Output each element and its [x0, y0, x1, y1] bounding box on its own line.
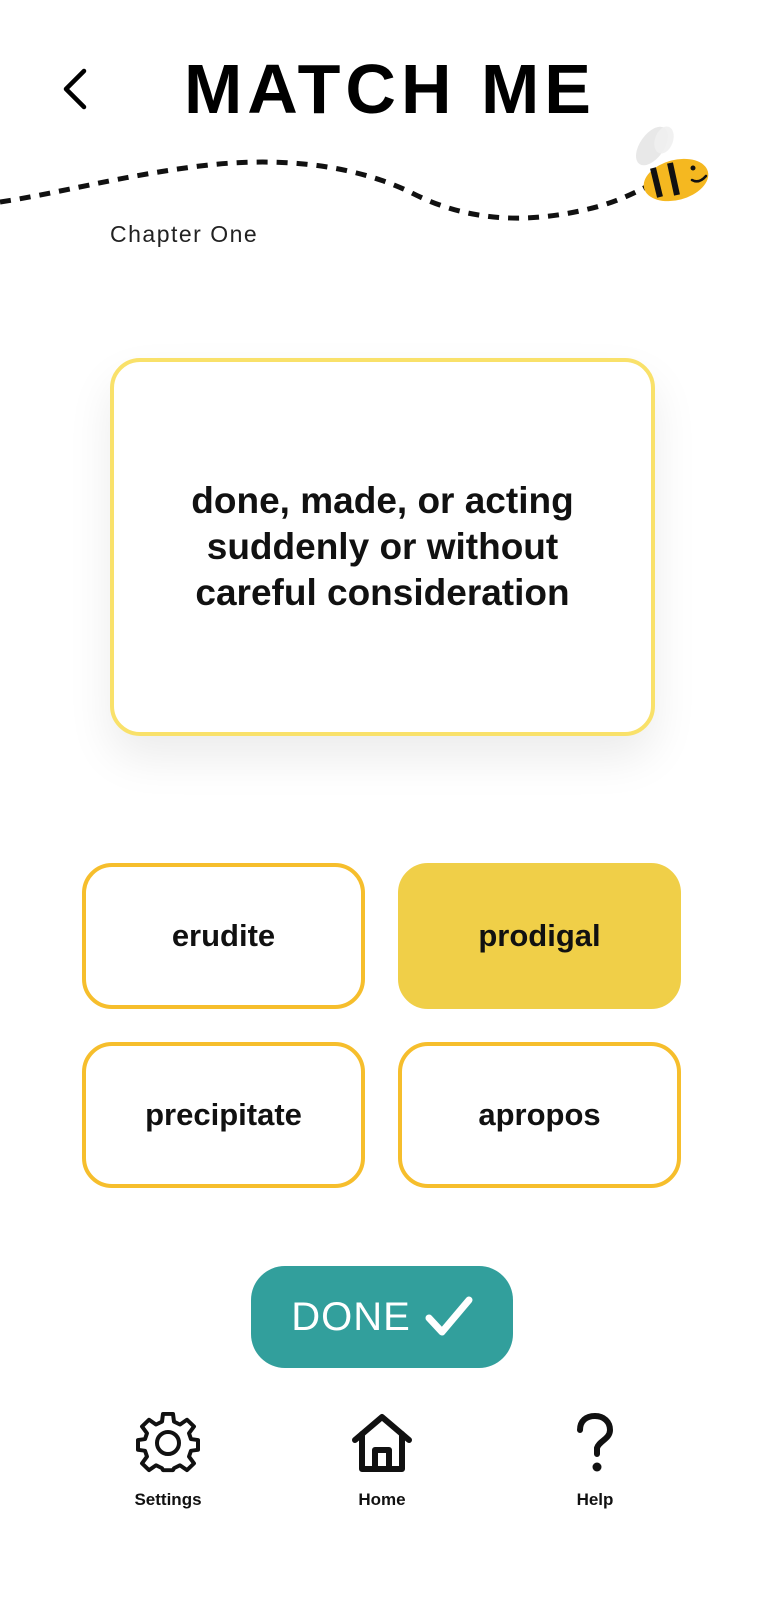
chapter-label: Chapter One — [110, 221, 259, 247]
option-precipitate[interactable]: precipitate — [82, 1042, 365, 1188]
bee-icon — [630, 121, 714, 208]
page-title: MATCH ME — [184, 50, 596, 128]
done-button-label: DONE — [291, 1294, 411, 1339]
option-apropos[interactable]: apropos — [398, 1042, 681, 1188]
gear-icon — [136, 1411, 200, 1475]
home-icon — [351, 1412, 413, 1474]
checkmark-icon — [425, 1296, 473, 1338]
nav-home-label: Home — [358, 1490, 406, 1509]
question-mark-icon — [573, 1412, 617, 1474]
nav-settings-label: Settings — [134, 1490, 202, 1509]
definition-text: done, made, or acting suddenly or without careful consideration — [191, 480, 574, 613]
nav-help[interactable] — [525, 1408, 665, 1518]
option-prodigal[interactable]: prodigal — [398, 863, 681, 1009]
definition-card — [110, 358, 655, 736]
nav-settings[interactable] — [98, 1408, 238, 1518]
nav-home[interactable] — [312, 1408, 452, 1518]
nav-help-label: Help — [576, 1490, 614, 1509]
done-button[interactable] — [251, 1266, 513, 1368]
option-erudite[interactable]: erudite — [82, 863, 365, 1009]
flight-path-decoration — [0, 115, 780, 235]
